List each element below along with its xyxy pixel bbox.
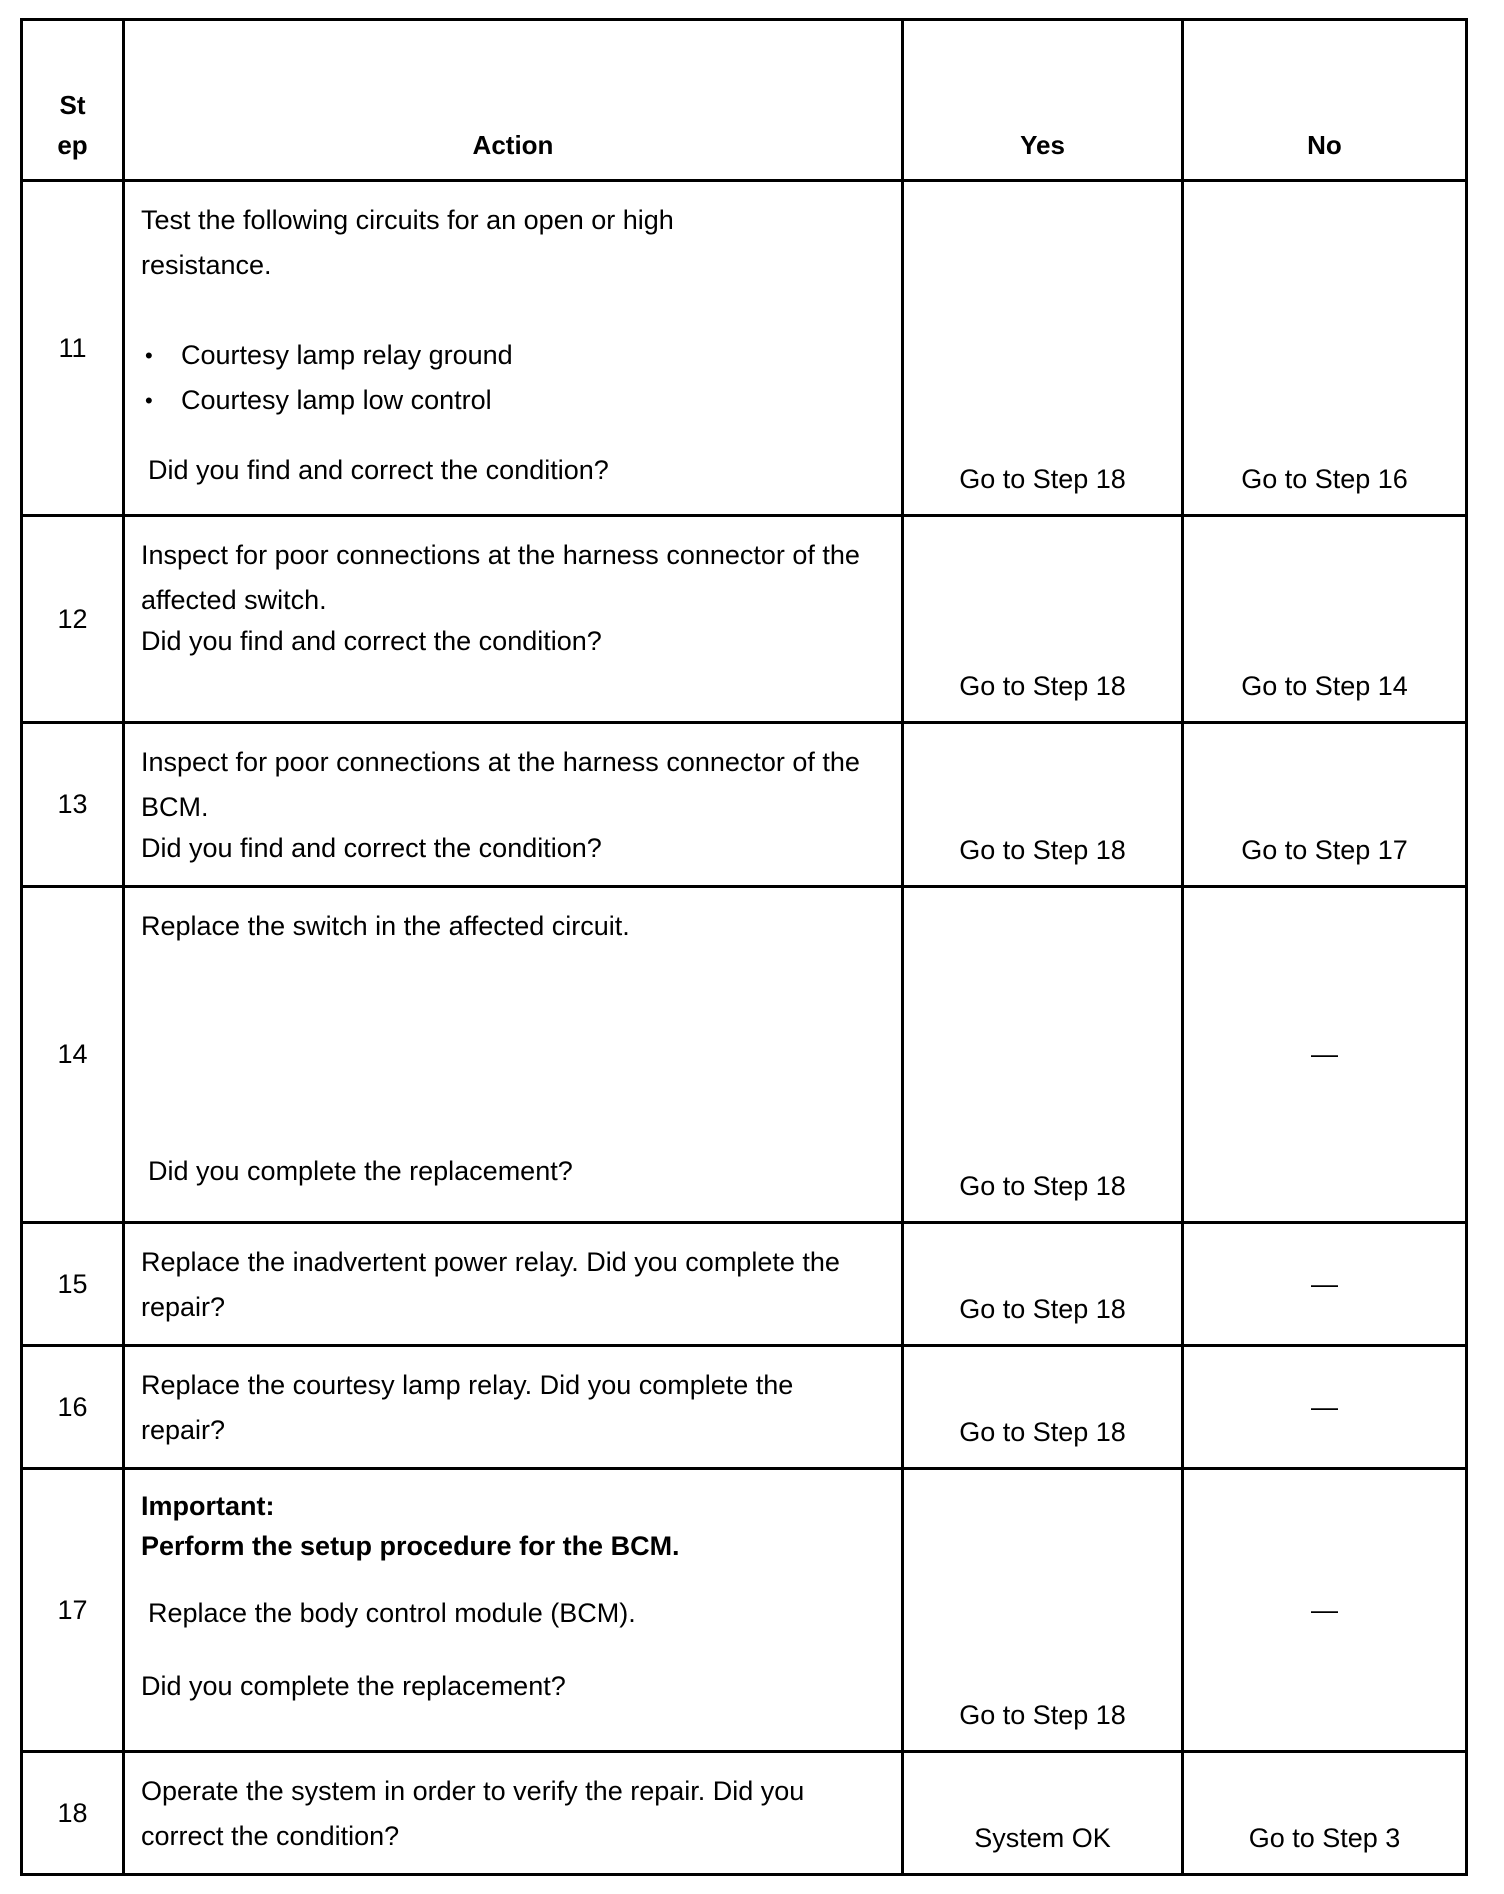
important-label: Important: bbox=[141, 1491, 275, 1521]
action-text: Inspect for poor connections at the harness connector of the affected switch. bbox=[141, 540, 860, 615]
question-text: Did you complete the replacement? bbox=[141, 1671, 566, 1701]
step-number: 11 bbox=[22, 181, 124, 516]
action-cell bbox=[124, 181, 903, 516]
header-step-line2: ep bbox=[57, 130, 88, 160]
no-cell: — bbox=[1183, 1223, 1467, 1346]
header-step-line1: St bbox=[59, 90, 86, 120]
yes-cell: Go to Step 18 bbox=[903, 1223, 1183, 1346]
table-row bbox=[22, 723, 1467, 887]
yes-cell: Go to Step 18 bbox=[903, 516, 1183, 723]
action-text: Replace the switch in the affected circuit. bbox=[141, 911, 630, 941]
action-text: Replace the inadvertent power relay. Did you complete the repair? bbox=[141, 1247, 840, 1322]
table-row bbox=[22, 516, 1467, 723]
header-yes: Yes bbox=[903, 20, 1183, 181]
table-row bbox=[22, 1223, 1467, 1346]
question-text: Did you find and correct the condition? bbox=[148, 455, 609, 485]
action-text: Test the following circuits for an open or high resistance. bbox=[141, 205, 674, 280]
header-no: No bbox=[1183, 20, 1467, 181]
step-number: 18 bbox=[22, 1752, 124, 1875]
action-cell bbox=[124, 1346, 903, 1469]
step-number: 16 bbox=[22, 1346, 124, 1469]
table-row bbox=[22, 1469, 1467, 1752]
header-action: Action bbox=[124, 20, 903, 181]
action-cell bbox=[124, 516, 903, 723]
step-number: 13 bbox=[22, 723, 124, 887]
action-text: Replace the courtesy lamp relay. Did you complete the repair? bbox=[141, 1370, 794, 1445]
action-cell bbox=[124, 723, 903, 887]
action-text: Operate the system in order to verify the repair. Did you correct the condition? bbox=[141, 1776, 805, 1851]
action-text: Inspect for poor connections at the harness connector of the BCM. bbox=[141, 747, 860, 822]
step-number: 12 bbox=[22, 516, 124, 723]
step-number: 14 bbox=[22, 887, 124, 1223]
yes-cell: Go to Step 18 bbox=[903, 1346, 1183, 1469]
table-row bbox=[22, 181, 1467, 516]
no-cell: Go to Step 3 bbox=[1183, 1752, 1467, 1875]
header-step bbox=[22, 20, 124, 181]
yes-cell: Go to Step 18 bbox=[903, 887, 1183, 1223]
yes-cell: Go to Step 18 bbox=[903, 723, 1183, 887]
question-text: Did you find and correct the condition? bbox=[141, 626, 602, 656]
action-cell bbox=[124, 887, 903, 1223]
no-cell: Go to Step 14 bbox=[1183, 516, 1467, 723]
no-cell: Go to Step 16 bbox=[1183, 181, 1467, 516]
header-row bbox=[22, 20, 1467, 181]
action-text: Replace the body control module (BCM). bbox=[148, 1598, 636, 1628]
no-cell: — bbox=[1183, 1346, 1467, 1469]
no-cell: Go to Step 17 bbox=[1183, 723, 1467, 887]
important-text: Perform the setup procedure for the BCM. bbox=[141, 1531, 680, 1561]
action-cell bbox=[124, 1469, 903, 1752]
action-cell bbox=[124, 1752, 903, 1875]
bullet-item: • Courtesy lamp relay ground bbox=[141, 333, 889, 378]
step-number: 17 bbox=[22, 1469, 124, 1752]
bullet-item: • Courtesy lamp low control bbox=[141, 378, 889, 423]
step-number: 15 bbox=[22, 1223, 124, 1346]
diagnostic-table bbox=[20, 18, 1468, 1876]
no-cell: — bbox=[1183, 887, 1467, 1223]
yes-cell: System OK bbox=[903, 1752, 1183, 1875]
question-text: Did you find and correct the condition? bbox=[141, 833, 602, 863]
action-cell bbox=[124, 1223, 903, 1346]
question-text: Did you complete the replacement? bbox=[148, 1156, 573, 1186]
yes-cell: Go to Step 18 bbox=[903, 181, 1183, 516]
yes-cell: Go to Step 18 bbox=[903, 1469, 1183, 1752]
table-row bbox=[22, 1752, 1467, 1875]
table-row bbox=[22, 1346, 1467, 1469]
table-row bbox=[22, 887, 1467, 1223]
no-cell: — bbox=[1183, 1469, 1467, 1752]
